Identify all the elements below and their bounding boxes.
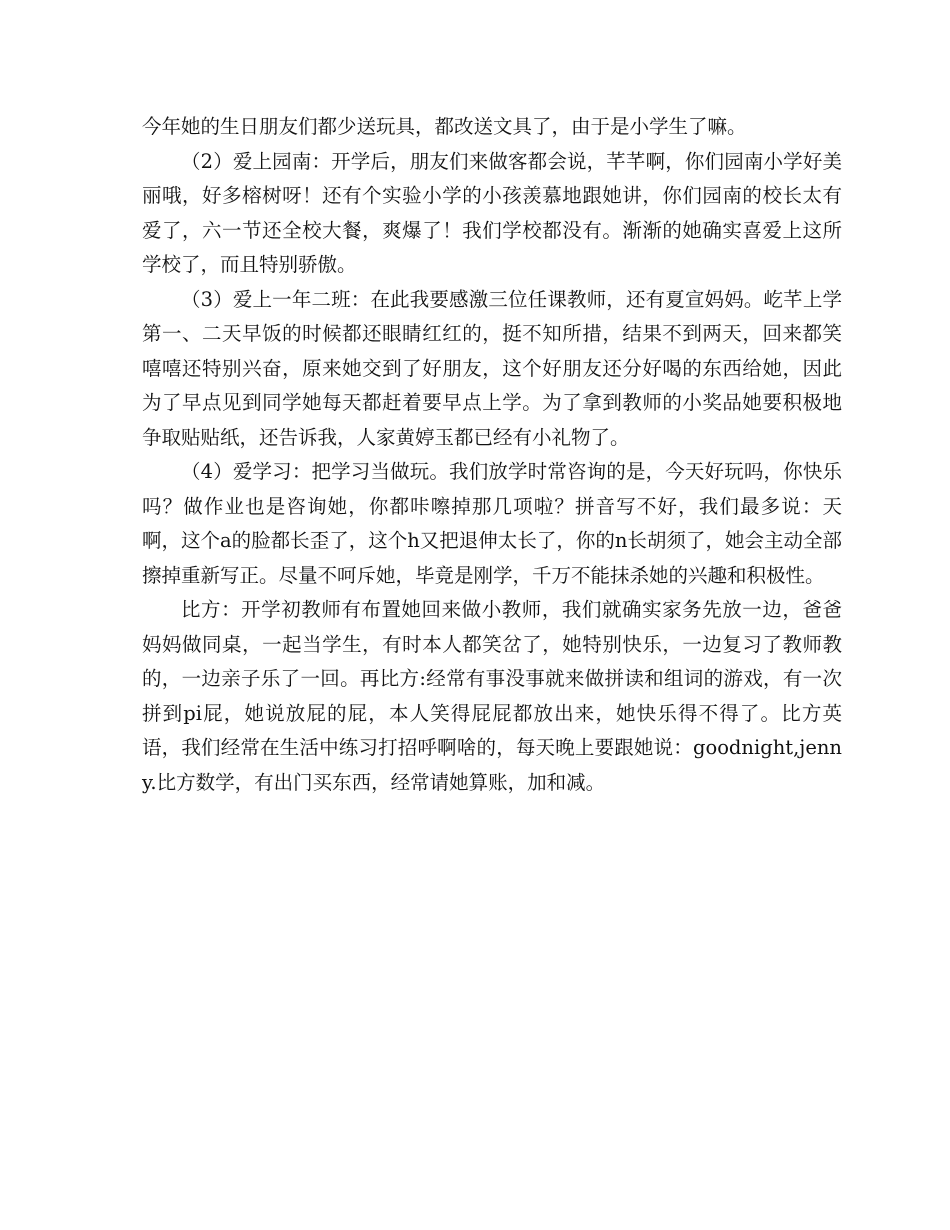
paragraph-1: 今年她的生日朋友们都少送玩具，都改送文具了，由于是小学生了嘛。	[142, 115, 747, 138]
paragraph-2: （2）爱上园南：开学后，朋友们来做客都会说，芊芊啊，你们园南小学好美丽哦，好多榕树呀！还有个实验小学的小孩羡慕地跟她讲，你们园南的校长太有爱了，六一节还全校大餐，爽爆了！我们学校都没有。渐渐的她确实喜爱上这所学校了，而且特别骄傲。	[142, 149, 842, 276]
paragraph-3: （3）爱上一年二班：在此我要感激三位任课教师，还有夏宣妈妈。屹芊上学第一、二天早饭的时候都还眼睛红红的，挺不知所措，结果不到两天，回来都笑嘻嘻还特别兴奋，原来她交到了好朋友，这个好朋友还分好喝的东西给她，因此为了早点见到同学她每天都赶着要早点上学。为了拿到教师的小奖品她要积极地争取贴贴纸，还告诉我，人家黄婷玉都已经有小礼物了。	[142, 287, 842, 449]
paragraph-4: （4）爱学习：把学习当做玩。我们放学时常咨询的是，今天好玩吗，你快乐吗？做作业也是咨询她，你都咔嚓掉那几项啦？拼音写不好，我们最多说：天啊，这个a的脸都长歪了，这个h又把退伸太长了，你的n长胡须了，她会主动全部擦掉重新写正。尽量不呵斥她，毕竟是刚学，千万不能抹杀她的兴趣和积极性。	[142, 460, 842, 587]
paragraph-5: 比方：开学初教师有布置她回来做小教师，我们就确实家务先放一边，爸爸妈妈做同桌，一起当学生，有时本人都笑岔了，她特别快乐，一边复习了教师教的，一边亲子乐了一回。再比方:经常有事没事就来做拼读和组词的游戏，有一次拼到pi屁，她说放屁的屁，本人笑得屁屁都放出来，她快乐得不得了。比方英语，我们经常在生活中练习打招呼啊啥的，每天晚上要跟她说：goodnight,jenny.比方数学，有出门买东西，经常请她算账，加和减。	[142, 598, 842, 794]
document-body	[142, 110, 842, 800]
